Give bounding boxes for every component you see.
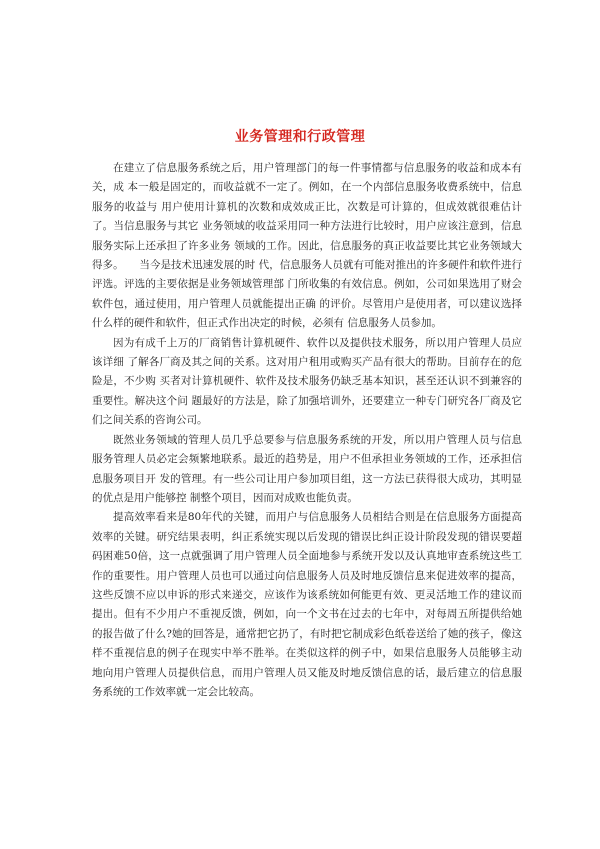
document-body (92, 159, 522, 702)
paragraph: 在建立了信息服务系统之后，用户管理部门的每一件事情都与信息服务的收益和成本有关，成 本一般是固定的，而收益就不一定了。例如，在一个内部信息服务收费系统中，信息服务的收益与 用户使用计算机的次数和成效成正比，次数是可计算的，但成效就很难估计了。当信息服务与其它 业务领域的收益采用同一种方法进行比较时，用户应该注意到，信息服务实际上还承担了许多业务 领域的工作。因此，信息服务的真正收益要比其它业务领域大得多。 当今是技术迅速发展的时 代，信息服务人员就有可能对推出的许多硬件和软件进行评选。评选的主要依据是业务领域管理部 门所收集的有效信息。例如，公司如果选用了财会软件包，通过使用，用户管理人员就能提出正确 的评价。尽管用户是使用者，可以建议选择什么样的硬件和软件，但正式作出决定的时候，必须有 信息服务人员参加。 (92, 162, 522, 330)
paragraph: 因为有成千上万的厂商销售计算机硬件、软件以及提供技术服务，所以用户管理人员应该详细 了解各厂商及其之间的关系。这对用户租用或购买产品有很大的帮助。目前存在的危险是，不少购 买者对计算机硬件、软件及技术服务仍缺乏基本知识，甚至还认识不到兼容的重要性。解决这个问 题最好的方法是，除了加强培训外，还要建立一种专门研究各厂商及它们之间关系的咨询公司。 (92, 336, 522, 427)
paragraph: 提高效率看来是80年代的关键，而用户与信息服务人员相结合则是在信息服务方面提高效率的关键。研究结果表明，纠正系统实现以后发现的错误比纠正设计阶段发现的错误要超码困难50倍，这一点就强调了用户管理人员全面地参与系统开发以及认真地审查系统这些工作的重要性。用户管理人员也可以通过向信息服务人员及时地反馈信息来促进效率的提高，这些反馈不应以申诉的形式来递交，应该作为该系统如何能更有效、更灵活地工作的建议而提出。但有不少用户不重视反馈，例如，向一个文书在过去的七年中，对每周五所提供给她的报告做了什么?她的回答是，通常把它扔了，有时把它制成彩色纸卷送给了她的孩子，像这样不重视信息的例子在现实中举不胜举。在类似这样的例子中，如果信息服务人员能够主动地向用户管理人员提供信息，而用户管理人员又能及时地反馈信息的话，最后建立的信息服务系统的工作效率就一定会比较高。 (92, 511, 522, 698)
paragraph: 既然业务领域的管理人员几乎总要参与信息服务系统的开发，所以用户管理人员与信息服务管理人员必定会频繁地联系。最近的趋势是，用户不但承担业务领域的工作，还承担信息服务项目开 发的管理。有一些公司让用户参加项目组，这一方法已获得很大成功，其明显的优点是用户能够控 制整个项目，因而对成败也能负责。 (92, 433, 522, 504)
document-title: 业务管理和行政管理 (234, 129, 366, 145)
